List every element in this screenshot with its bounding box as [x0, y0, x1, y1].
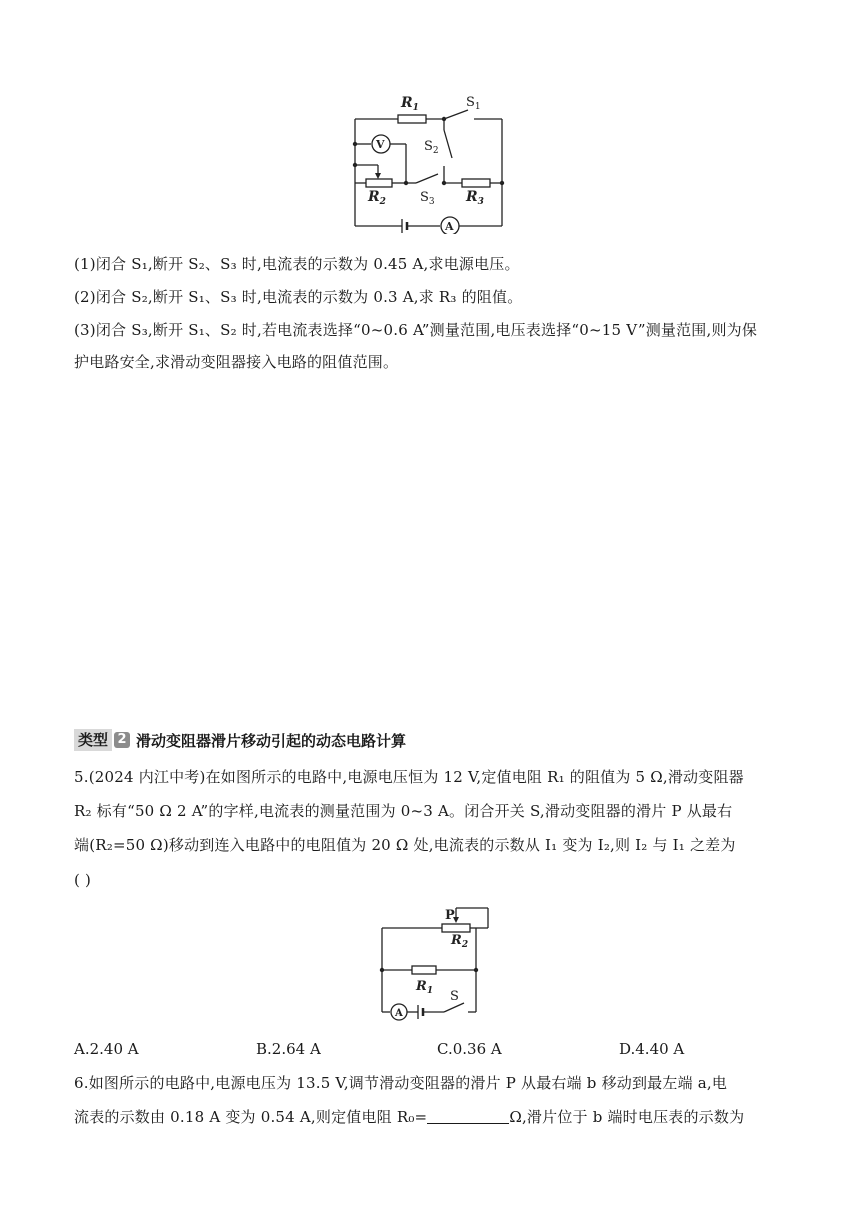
resistor-r1	[398, 115, 426, 123]
svg-text:R2: $R_2$	[368, 189, 386, 207]
svg-text:R1: $R_1$	[401, 95, 419, 113]
switch-s1	[444, 110, 468, 119]
q6-line2-before: 流表的示数由 0.18 A 变为 0.54 A,则定值电阻 R₀=	[74, 1108, 428, 1126]
q5-answer-bracket: ( )	[74, 871, 92, 889]
q4-part1: (1)闭合 S₁,断开 S₂、S₃ 时,电流表的示数为 0.45 A,求电源电压。	[74, 255, 520, 273]
circuit-diagram-1	[340, 86, 530, 234]
rheostat-r2	[366, 179, 392, 187]
svg-text:R1: $R_1$	[416, 979, 434, 996]
resistor-r3	[462, 179, 490, 187]
circuit-diagram-2	[372, 904, 492, 1028]
svg-text:R3: $R_3$	[466, 189, 484, 207]
q4-part2: (2)闭合 S₂,断开 S₁、S₃ 时,电流表的示数为 0.3 A,求 R₃ 的阻值。	[74, 288, 523, 306]
q4-part3-line1: (3)闭合 S₃,断开 S₁、S₂ 时,若电流表选择“0~0.6 A”测量范围,电压表选择“0~15 V”测量范围,则为保	[74, 321, 758, 339]
q6-line2-after: Ω,滑片位于 b 端时电压表的示数为	[509, 1108, 745, 1126]
section-label: 类型	[74, 729, 112, 751]
switch-s3	[416, 174, 438, 183]
svg-text:S2: $S_2$	[424, 139, 439, 156]
svg-text:R2: $R_2$	[451, 933, 469, 950]
switch-s2	[444, 130, 452, 158]
q6-line1: 6.如图所示的电路中,电源电压为 13.5 V,调节滑动变阻器的滑片 P 从最右端 b 移动到最左端 a,电	[74, 1074, 728, 1092]
q5-options	[74, 1040, 794, 1060]
svg-text:S1: $S_1$	[466, 95, 481, 112]
svg-text:V: V	[376, 138, 385, 151]
rheostat-r2	[442, 924, 470, 932]
resistor-r1	[412, 966, 436, 974]
q5-line3: 端(R₂=50 Ω)移动到连入电路中的电阻值为 20 Ω 处,电流表的示数从 I₁ 变为 I₂,则 I₂ 与 I₁ 之差为	[74, 836, 736, 854]
svg-text:S3: $S_3$	[420, 190, 435, 207]
svg-text:A: A	[445, 220, 454, 233]
section-heading	[74, 728, 406, 752]
svg-text:P: P	[445, 908, 455, 923]
switch-s	[444, 1003, 464, 1012]
svg-text:A: A	[395, 1008, 403, 1019]
q5-line2: R₂ 标有“50 Ω 2 A”的字样,电流表的测量范围为 0~3 A。闭合开关 S,滑动变阻器的滑片 P 从最右	[74, 802, 733, 820]
q5-line1: 5.(2024 内江中考)在如图所示的电路中,电源电压恒为 12 V,定值电阻 R₁ 的阻值为 5 Ω,滑动变阻器	[74, 768, 744, 786]
option-b[interactable]: B.2.64 A	[256, 1040, 321, 1058]
q4-part3-line2: 护电路安全,求滑动变阻器接入电路的阻值范围。	[74, 353, 399, 371]
svg-text:S: S	[450, 989, 459, 1004]
section-title: 滑动变阻器滑片移动引起的动态电路计算	[136, 731, 407, 750]
option-c[interactable]: C.0.36 A	[437, 1040, 502, 1058]
option-d[interactable]: D.4.40 A	[619, 1040, 685, 1058]
option-a[interactable]: A.2.40 A	[74, 1040, 139, 1058]
section-number: 2	[114, 732, 130, 748]
q6-line2	[74, 1107, 744, 1127]
answer-blank[interactable]	[427, 1109, 509, 1124]
